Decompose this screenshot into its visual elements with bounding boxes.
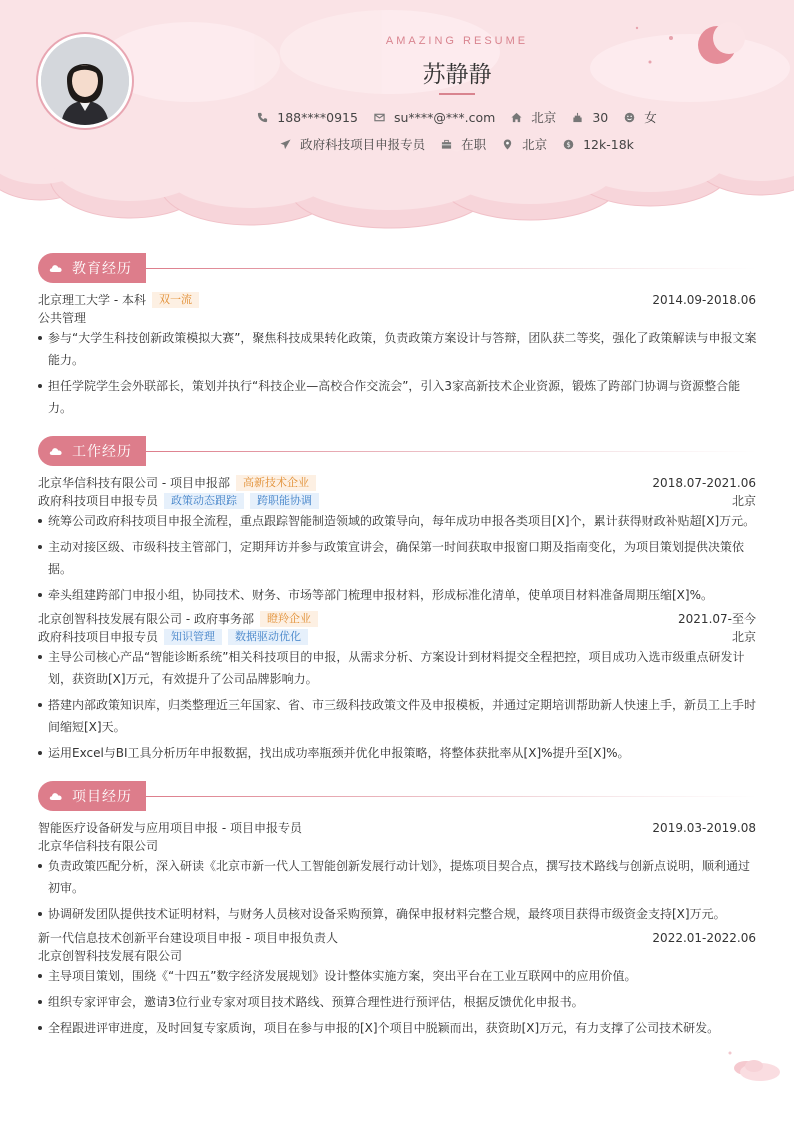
role-title: 政府科技项目申报专员 [38, 630, 159, 644]
work-role-row [38, 492, 756, 509]
skill-tag: 跨职能协调 [250, 493, 319, 509]
work-section-header [38, 436, 146, 466]
work-city: 北京 [731, 494, 756, 508]
smile-icon [624, 112, 635, 123]
work-bullet: 运用Excel与BI工具分析历年申报数据，找出成功率瓶颈并优化申报策略，将整体获批率从[X]%提升至[X]%。 [38, 742, 758, 764]
project-org-row [38, 837, 756, 854]
project-header-row [38, 819, 756, 836]
section-divider [146, 796, 756, 797]
education-section-tag [38, 253, 146, 283]
target-city-item [502, 135, 547, 153]
role-title: 政府科技项目申报专员 [38, 494, 159, 508]
person-name: 苏静静 [422, 62, 492, 88]
project-org-row [38, 947, 756, 964]
status-text: 在职 [461, 137, 487, 152]
education-bullet: 担任学院学生会外联部长，策划并执行“科技企业—高校合作交流会”，引入3家高新技术企业资源，锻炼了跨部门协调与资源整合能力。 [38, 375, 758, 419]
email-item [374, 110, 495, 125]
work-date: 2021.07-至今 [678, 612, 756, 626]
city-text: 北京 [531, 110, 557, 125]
svg-text:$: $ [566, 140, 571, 149]
phone-text: 188****0915 [277, 109, 358, 125]
money-icon [563, 139, 574, 150]
project-bullet: 全程跟进评审进度，及时回复专家质询，项目在参与申报的[X]个项目中脱颖而出，获资助[X]万元，有力支撑了公司技术研发。 [38, 1017, 758, 1039]
work-role-row [38, 628, 756, 645]
project-date: 2019.03-2019.08 [652, 820, 756, 835]
send-icon [280, 139, 291, 150]
school-name: 北京理工大学 - 本科 [38, 293, 146, 307]
phone-item [257, 110, 358, 125]
school-tag: 双一流 [152, 292, 199, 308]
target-city-text: 北京 [522, 137, 548, 152]
name-underline [439, 93, 475, 95]
company-name: 北京华信科技有限公司 - 项目申报部 [38, 476, 230, 490]
education-header-row [38, 291, 756, 308]
age-item [572, 110, 608, 125]
section-divider [146, 451, 756, 452]
company-tag: 瞪羚企业 [260, 611, 318, 627]
job-title-item [280, 135, 425, 153]
project-bullet: 负责政策匹配分析，深入研读《北京市新一代人工智能创新发展行动计划》，提炼项目契合点，撰写技术路线与创新点说明，顺利通过初审。 [38, 855, 758, 899]
project-bullet: 主导项目策划，围绕《“十四五”数字经济发展规划》设计整体实施方案，突出平台在工业互联网中的应用价值。 [38, 965, 758, 987]
job-title-text: 政府科技项目申报专员 [300, 137, 426, 152]
work-date: 2018.07-2021.06 [652, 475, 756, 490]
company-name: 北京创智科技发展有限公司 - 政府事务部 [38, 612, 254, 626]
work-bullet: 主动对接区级、市级科技主管部门，定期拜访并参与政策宣讲会，确保第一时间获取申报窗口期及指南变化，为项目策划提供决策依据。 [38, 536, 758, 580]
skill-tag: 政策动态跟踪 [164, 493, 244, 509]
education-date: 2014.09-2018.06 [652, 292, 756, 307]
project-section-header [38, 781, 146, 811]
job-intent-row [0, 135, 794, 153]
major: 公共管理 [38, 311, 87, 325]
age-text: 30 [592, 109, 609, 125]
decorative-cloud-icon [726, 1050, 786, 1090]
work-city: 北京 [731, 630, 756, 644]
work-section-tag [38, 436, 146, 466]
salary-text: 12k-18k [583, 136, 634, 152]
work-bullet: 牵头组建跨部门申报小组，协同技术、财务、市场等部门梳理申报材料，形成标准化清单，使单项目材料准备周期压缩[X]%。 [38, 584, 758, 606]
skill-tag: 知识管理 [164, 629, 222, 645]
project-section-tag [38, 781, 146, 811]
company-tag: 高新技术企业 [236, 475, 316, 491]
contact-row [0, 108, 794, 126]
work-header-row [38, 610, 756, 627]
work-bullet: 主导公司核心产品“智能诊断系统”相关科技项目的申报，从需求分析、方案设计到材料提交全程把控，项目成功入选市级重点研发计划，获资助[X]万元，有效提升了公司品牌影响力。 [38, 646, 758, 690]
city-item [511, 108, 556, 126]
mail-icon [374, 112, 385, 123]
status-item [441, 135, 486, 153]
location-pin-icon [502, 139, 513, 150]
work-header-row [38, 474, 756, 491]
project-title: 智能医疗设备研发与应用项目申报 - 项目申报专员 [38, 821, 302, 835]
resume-subtitle: AMAZING RESUME [385, 35, 529, 47]
phone-icon [257, 112, 268, 123]
skill-tag: 数据驱动优化 [228, 629, 308, 645]
project-date: 2022.01-2022.06 [652, 930, 756, 945]
education-section-header [38, 253, 146, 283]
cloud-icon [49, 446, 63, 456]
gender-item [624, 108, 657, 126]
briefcase-icon [441, 139, 452, 150]
cloud-icon [49, 791, 63, 801]
salary-item [563, 137, 634, 152]
email-text: su****@***.com [393, 109, 496, 125]
project-bullet: 协调研发团队提供技术证明材料，与财务人员核对设备采购预算，确保申报材料完整合规，最终项目获得市级资金支持[X]万元。 [38, 903, 758, 925]
project-title: 新一代信息技术创新平台建设项目申报 - 项目申报负责人 [38, 931, 338, 945]
project-bullet: 组织专家评审会，邀请3位行业专家对项目技术路线、预算合理性进行预评估，根据反馈优化申报书。 [38, 991, 758, 1013]
project-section-title: 项目经历 [72, 789, 132, 805]
education-section-title: 教育经历 [72, 261, 132, 277]
cake-icon [572, 112, 583, 123]
gender-text: 女 [644, 110, 657, 125]
project-org: 北京华信科技有限公司 [38, 839, 159, 853]
project-header-row [38, 929, 756, 946]
work-section-title: 工作经历 [72, 444, 132, 460]
home-icon [511, 112, 522, 123]
project-org: 北京创智科技发展有限公司 [38, 949, 183, 963]
work-bullet: 搭建内部政策知识库，归类整理近三年国家、省、市三级科技政策文件及申报模板，并通过定期培训帮助新人快速上手，新员工上手时间缩短[X]天。 [38, 694, 758, 738]
section-divider [146, 268, 756, 269]
education-bullet: 参与“大学生科技创新政策模拟大赛”，聚焦科技成果转化政策，负责政策方案设计与答辩，团队获二等奖，强化了政策解读与申报文案能力。 [38, 327, 758, 371]
education-major-row [38, 309, 756, 326]
cloud-icon [49, 263, 63, 273]
work-bullet: 统筹公司政府科技项目申报全流程，重点跟踪智能制造领域的政策导向，每年成功申报各类项目[X]个，累计获得财政补贴超[X]万元。 [38, 510, 758, 532]
